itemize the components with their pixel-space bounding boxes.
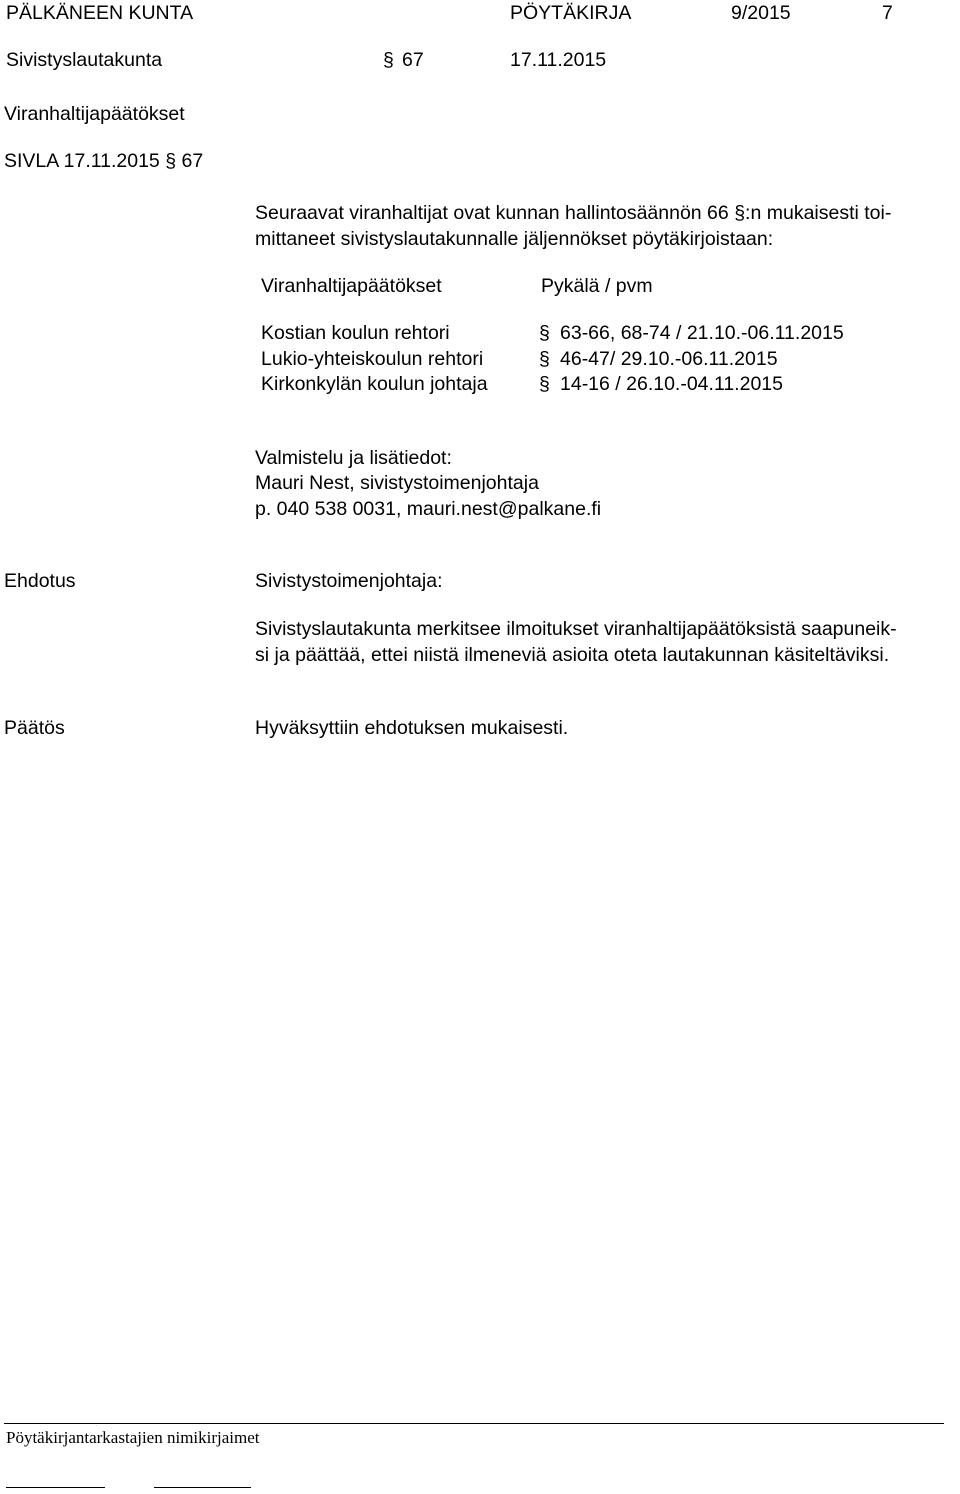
document-type: PÖYTÄKIRJA <box>510 2 632 24</box>
table-row-3-sections: 14-16 / 26.10.-04.11.2015 <box>560 373 783 395</box>
municipality-name: PÄLKÄNEEN KUNTA <box>6 2 194 24</box>
section-mark: § <box>383 49 394 71</box>
meeting-date: 17.11.2015 <box>510 49 607 71</box>
signature-line-1 <box>6 1487 105 1488</box>
intro-section-mark: § <box>734 202 746 224</box>
item-title: Viranhaltijapäätökset <box>4 103 185 125</box>
table-row-2-official: Lukio-yhteiskoulun rehtori <box>261 348 484 370</box>
reference-section-number: 67 <box>181 150 204 172</box>
signature-line-2 <box>154 1487 251 1488</box>
document-number: 9/2015 <box>731 2 791 24</box>
intro-line-1-text: Seuraavat viranhaltijat ovat kunnan hallintosäännön 66 <box>255 202 729 224</box>
preparer-contact: p. 040 538 0031, mauri.nest@palkane.fi <box>255 498 602 520</box>
table-header-official: Viranhaltijapäätökset <box>261 275 442 297</box>
table-row-1-sections: 63-66, 68-74 / 21.10.-06.11.2015 <box>560 322 844 344</box>
table-row-2-mark: § <box>539 348 550 370</box>
reference-prefix: SIVLA 17.11.2015 <box>4 150 160 172</box>
table-header-sections: Pykälä / pvm <box>541 275 653 297</box>
reference-section-mark: § <box>165 150 177 172</box>
footer-signatures-label: Pöytäkirjantarkastajien nimikirjaimet <box>6 1428 260 1447</box>
proposal-text-line-2: si ja päättää, ettei niistä ilmeneviä asioita oteta lautakunnan käsiteltäviksi. <box>255 644 890 666</box>
table-row-3-mark: § <box>539 373 550 395</box>
table-row-1-official: Kostian koulun rehtori <box>261 322 450 344</box>
proposal-author: Sivistystoimenjohtaja: <box>255 570 443 592</box>
board-name: Sivistyslautakunta <box>6 49 163 71</box>
section-number: 67 <box>402 49 424 71</box>
intro-line-1-end: :n mukaisesti toi- <box>745 202 892 224</box>
table-row-1-mark: § <box>539 322 550 344</box>
table-row-2-sections: 46-47/ 29.10.-06.11.2015 <box>560 348 778 370</box>
intro-line-2: mittaneet sivistyslautakunnalle jäljennökset pöytäkirjoistaan: <box>255 228 774 250</box>
page-number: 7 <box>882 2 893 24</box>
intro-line-1 <box>255 204 891 224</box>
decision-text: Hyväksyttiin ehdotuksen mukaisesti. <box>255 717 569 739</box>
preparation-heading: Valmistelu ja lisätiedot: <box>255 447 452 469</box>
item-reference <box>4 152 203 172</box>
table-row-3-official: Kirkonkylän koulun johtaja <box>261 373 488 395</box>
proposal-label: Ehdotus <box>4 570 76 592</box>
proposal-text-line-1: Sivistyslautakunta merkitsee ilmoitukset viranhaltijapäätöksistä saapuneik- <box>255 618 897 640</box>
footer-rule <box>4 1423 944 1424</box>
preparer-name: Mauri Nest, sivistystoimenjohtaja <box>255 472 539 494</box>
decision-label: Päätös <box>4 717 65 739</box>
